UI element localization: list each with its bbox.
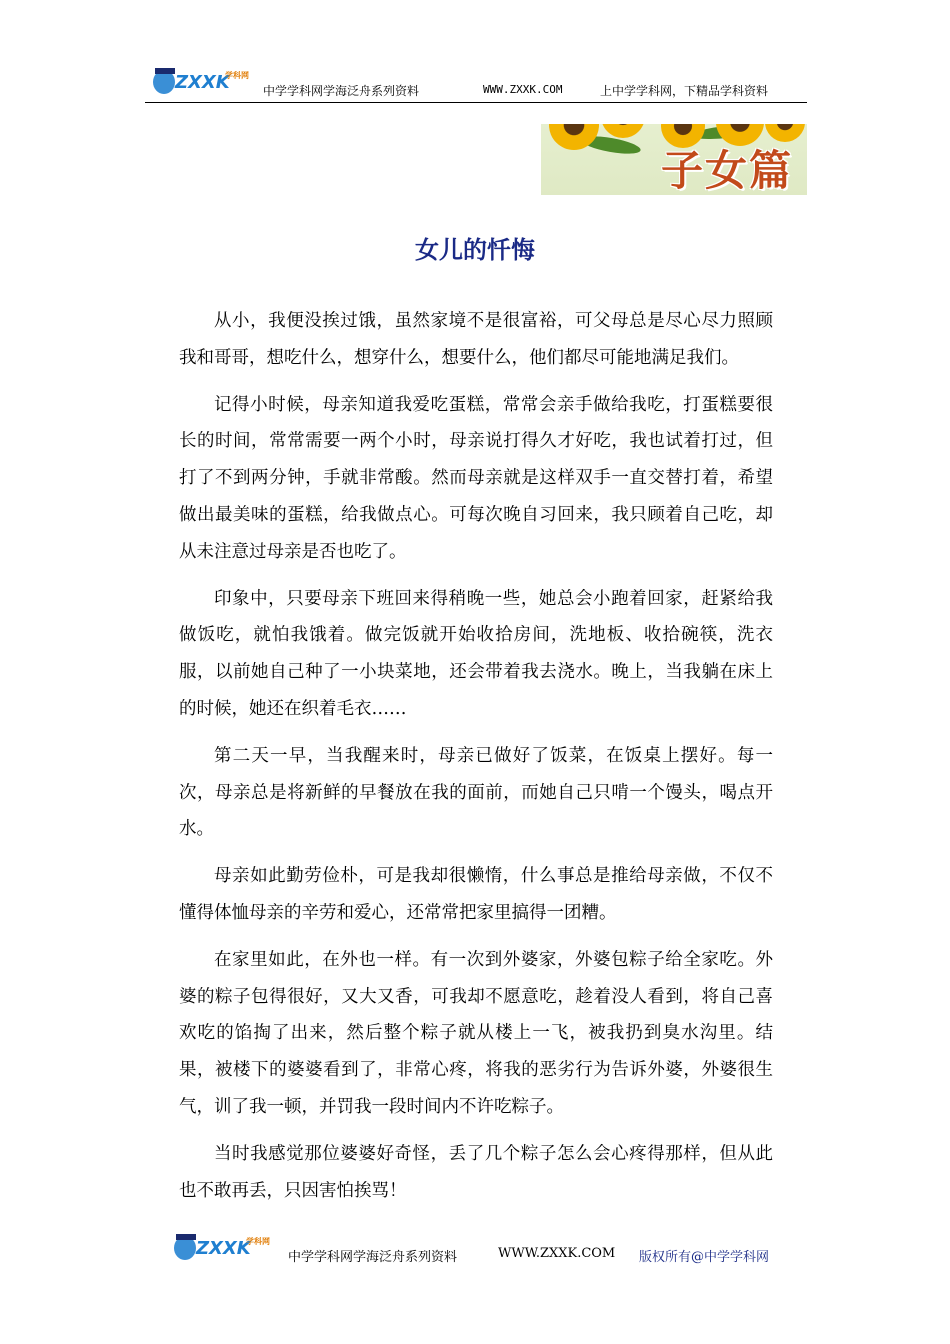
logo-text: ZXXK xyxy=(175,72,230,93)
paragraph: 从小，我便没挨过饿，虽然家境不是很富裕，可父母总是尽心尽力照顾我和哥哥，想吃什么，想穿什么，想要什么，他们都尽可能地满足我们。 xyxy=(179,311,773,368)
graduation-cap-icon xyxy=(155,68,175,74)
banner-title: 子女篇 xyxy=(660,146,793,195)
logo-subtext: 学科网 xyxy=(225,71,249,80)
header-slogan: 上中学学科网，下精品学科资料 xyxy=(600,84,769,98)
section-banner xyxy=(541,124,807,195)
site-logo[interactable] xyxy=(153,68,263,98)
footer-series-text: 中学学科网学海泛舟系列资料 xyxy=(288,1250,458,1265)
page-header xyxy=(145,62,807,103)
footer-copyright: 版权所有@中学学科网 xyxy=(639,1250,770,1265)
logo-subtext: 学科网 xyxy=(246,1237,270,1246)
graduation-cap-icon xyxy=(176,1234,196,1240)
paragraph: 母亲如此勤劳俭朴，可是我却很懒惰，什么事总是推给母亲做，不仅不懂得体恤母亲的辛劳和爱心，还常常把家里搞得一团糟。 xyxy=(179,866,773,923)
paragraph: 当时我感觉那位婆婆好奇怪，丢了几个粽子怎么会心疼得那样，但从此也不敢再丢，只因害怕挨骂！ xyxy=(179,1143,773,1201)
header-series-text: 中学学科网学海泛舟系列资料 xyxy=(263,84,420,98)
paragraph: 记得小时候，母亲知道我爱吃蛋糕，常常会亲手做给我吃，打蛋糕要很长的时间，常常需要一两个小时，母亲说打得久才好吃，我也试着打过，但打了不到两分钟，手就非常酸。然而母亲就是这样双手一直交替打着，希望做出最美味的蛋糕，给我做点心。可每次晚自习回来，我只顾着自己吃，却从未注意过母亲是否也吃了。 xyxy=(179,394,773,562)
footer-logo[interactable] xyxy=(174,1234,284,1264)
header-url[interactable]: WWW.ZXXK.COM xyxy=(483,83,563,96)
article-body xyxy=(179,303,773,1219)
page-footer xyxy=(170,1232,810,1268)
paragraph: 第二天一早，当我醒来时，母亲已做好了饭菜，在饭桌上摆好。每一次，母亲总是将新鲜的早餐放在我的面前，而她自己只啃一个馒头，喝点开水。 xyxy=(179,745,773,840)
paragraph: 印象中，只要母亲下班回来得稍晚一些，她总会小跑着回家，赶紧给我做饭吃，就怕我饿着。做完饭就开始收拾房间，洗地板、收拾碗筷，洗衣服，以前她自己种了一小块菜地，还会带着我去浇水。晚上，当我躺在床上的时候，她还在织着毛衣…… xyxy=(179,588,773,719)
paragraph: 在家里如此，在外也一样。有一次到外婆家，外婆包粽子给全家吃。外婆的粽子包得很好，又大又香，可我却不愿意吃，趁着没人看到，将自己喜欢吃的馅掏了出来，然后整个粽子就从楼上一飞，被我扔到臭水沟里。结果，被楼下的婆婆看到了，非常心疼，将我的恶劣行为告诉外婆，外婆很生气，训了我一顿，并罚我一段时间内不许吃粽子。 xyxy=(179,949,773,1117)
logo-text: ZXXK xyxy=(196,1238,251,1259)
sunflower-icon xyxy=(601,124,645,138)
article-title: 女儿的忏悔 xyxy=(415,236,535,264)
footer-url[interactable]: WWW.ZXXK.COM xyxy=(498,1246,616,1261)
